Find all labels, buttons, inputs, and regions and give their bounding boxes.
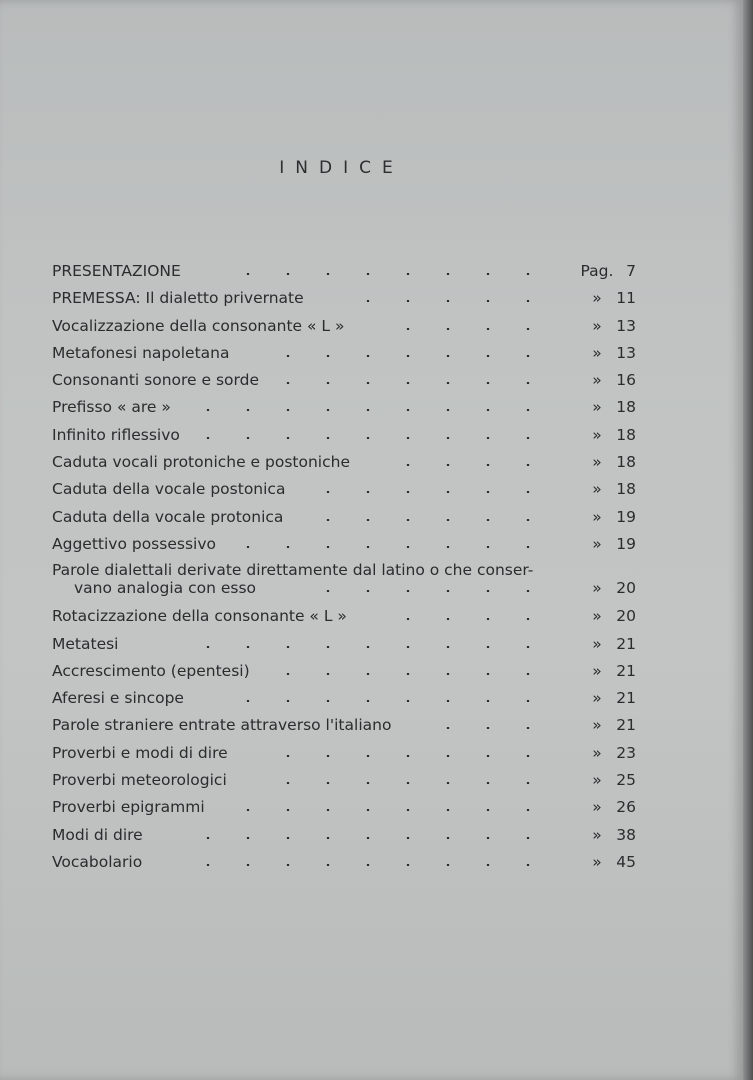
toc-entry-page: 20	[616, 607, 636, 626]
leader-dots	[228, 700, 558, 702]
toc-entry-prefix: »	[592, 771, 602, 790]
toc-entry-label: Infinito riflessivo	[52, 425, 180, 444]
toc-entry-caduta-vocali[interactable]	[52, 449, 636, 476]
toc-entry-proverbi-meteorologici[interactable]	[52, 767, 636, 794]
toc-entry-proverbi-epigrammi[interactable]	[52, 794, 636, 821]
leader-dots	[428, 727, 558, 729]
toc-entry-page: 20	[616, 579, 636, 598]
leader-dots	[388, 618, 558, 620]
toc-entry-label: Consonanti sonore e sorde	[52, 371, 260, 390]
toc-entry-prefix: »	[592, 634, 602, 653]
leader-dots	[268, 382, 558, 384]
leader-dots	[308, 590, 558, 592]
toc-entry-label: Parole straniere entrate attraverso l'italiano	[52, 716, 392, 735]
toc-entry-metafonesi[interactable]	[52, 340, 636, 367]
toc-entry-proverbi-modi[interactable]	[52, 740, 636, 767]
toc-entry-label: Vocalizzazione della consonante « L »	[52, 316, 345, 335]
toc-entry-vocalizzazione[interactable]	[52, 313, 636, 340]
leader-dots	[388, 328, 558, 330]
toc-entry-caduta-postonica[interactable]	[52, 476, 636, 503]
toc-entry-page: 38	[616, 825, 636, 844]
toc-entry-page: 23	[616, 743, 636, 762]
leader-dots	[388, 464, 558, 466]
toc-entry-label: Aggettivo possessivo	[52, 534, 216, 553]
toc-entry-consonanti[interactable]	[52, 367, 636, 394]
toc-entry-prefix: »	[592, 289, 602, 308]
toc-entry-prefix: »	[592, 480, 602, 499]
toc-entry-label: Rotacizzazione della consonante « L »	[52, 607, 347, 626]
toc-entry-page: 21	[616, 716, 636, 735]
toc-entry-page: 21	[616, 689, 636, 708]
toc-entry-prefix: »	[592, 689, 602, 708]
toc-entry-page: 21	[616, 661, 636, 680]
leader-dots	[188, 646, 558, 648]
toc-entry-aggettivo[interactable]	[52, 531, 636, 558]
leader-dots	[188, 437, 558, 439]
toc-entry-page: 16	[616, 371, 636, 390]
leader-dots	[268, 782, 558, 784]
toc-entry-prefix: »	[592, 825, 602, 844]
leader-dots	[228, 546, 558, 548]
toc-entry-parole-dialettali[interactable]	[52, 558, 636, 603]
toc-entry-aferesi[interactable]	[52, 685, 636, 712]
toc-entry-page: 25	[616, 771, 636, 790]
toc-entry-label: Caduta vocali protoniche e postoniche	[52, 453, 350, 472]
toc-entry-page: 13	[616, 316, 636, 335]
toc-entry-presentazione[interactable]	[52, 258, 636, 285]
leader-dots	[188, 409, 558, 411]
leader-dots	[268, 755, 558, 757]
toc-entry-label: Metatesi	[52, 634, 119, 653]
toc-entry-modi-di-dire[interactable]	[52, 822, 636, 849]
toc-entry-caduta-protonica[interactable]	[52, 504, 636, 531]
toc-entry-rotacizzazione[interactable]	[52, 603, 636, 630]
toc-entry-prefix: »	[592, 716, 602, 735]
toc-entry-premessa[interactable]	[52, 285, 636, 312]
toc-entry-page: 13	[616, 343, 636, 362]
toc-entry-prefix: »	[592, 316, 602, 335]
toc-entry-page: 11	[616, 289, 636, 308]
toc-entry-page: 7	[626, 262, 636, 280]
toc-entry-label: Proverbi meteorologici	[52, 771, 227, 790]
toc-entry-page: 18	[616, 398, 636, 417]
toc-entry-label: Modi di dire	[52, 825, 143, 844]
toc-entry-prefix: »	[592, 343, 602, 362]
toc-entry-prefix: Pag.	[580, 262, 614, 280]
toc-entry-parole-straniere[interactable]	[52, 712, 636, 739]
toc-entry-label: Vocabolario	[52, 852, 143, 871]
toc-entry-label: Caduta della vocale postonica	[52, 480, 286, 499]
toc-entry-accrescimento[interactable]	[52, 658, 636, 685]
toc-entry-prefix: »	[592, 661, 602, 680]
toc-entry-label: Prefisso « are »	[52, 398, 171, 417]
leader-dots	[308, 491, 558, 493]
leader-dots	[268, 673, 558, 675]
toc-entry-page: 19	[616, 534, 636, 553]
leader-dots	[228, 273, 558, 275]
toc-entry-page: 18	[616, 453, 636, 472]
toc-entry-prefix: »	[592, 425, 602, 444]
leader-dots	[308, 519, 558, 521]
toc-entry-page: 45	[616, 852, 636, 871]
toc-entry-prefix: »	[592, 398, 602, 417]
toc-entry-prefix: »	[592, 371, 602, 390]
index-title: INDICE	[279, 158, 404, 178]
toc-entry-label: Metafonesi napoletana	[52, 343, 230, 362]
leader-dots	[348, 300, 558, 302]
toc-entry-page: 21	[616, 634, 636, 653]
toc-entry-prefix: »	[592, 534, 602, 553]
toc-entry-label: PREMESSA: Il dialetto privernate	[52, 289, 304, 308]
toc-entry-page: 18	[616, 425, 636, 444]
leader-dots	[268, 355, 558, 357]
toc-entry-label: Caduta della vocale protonica	[52, 507, 284, 526]
toc-entry-page: 19	[616, 507, 636, 526]
toc-entry-label: PRESENTAZIONE	[52, 262, 181, 280]
toc-entry-vocabolario[interactable]	[52, 849, 636, 876]
leader-dots	[188, 837, 558, 839]
toc-entry-prefix: »	[592, 507, 602, 526]
toc-entry-page: 26	[616, 798, 636, 817]
leader-dots	[188, 864, 558, 866]
toc-entry-infinito[interactable]	[52, 422, 636, 449]
leader-dots	[228, 809, 558, 811]
toc-entry-label: Proverbi epigrammi	[52, 798, 205, 817]
toc-entry-label: Proverbi e modi di dire	[52, 743, 228, 762]
toc-entry-metatesi[interactable]	[52, 631, 636, 658]
table-of-contents	[52, 258, 636, 876]
toc-entry-prefix: »	[592, 607, 602, 626]
toc-entry-page: 18	[616, 480, 636, 499]
toc-entry-prefix: »	[592, 798, 602, 817]
page-edge	[743, 0, 753, 1080]
toc-entry-prefix: »	[592, 743, 602, 762]
toc-entry-prefix: »	[592, 453, 602, 472]
toc-entry-prefix: »	[592, 852, 602, 871]
toc-entry-prefisso[interactable]	[52, 394, 636, 421]
toc-entry-label-continuation: vano analogia con esso	[74, 579, 257, 598]
toc-entry-label: Parole dialettali derivate direttamente dal latino o che conser-	[52, 561, 534, 580]
toc-entry-label: Aferesi e sincope	[52, 689, 184, 708]
toc-entry-label: Accrescimento (epentesi)	[52, 661, 250, 680]
toc-entry-prefix: »	[592, 579, 602, 598]
